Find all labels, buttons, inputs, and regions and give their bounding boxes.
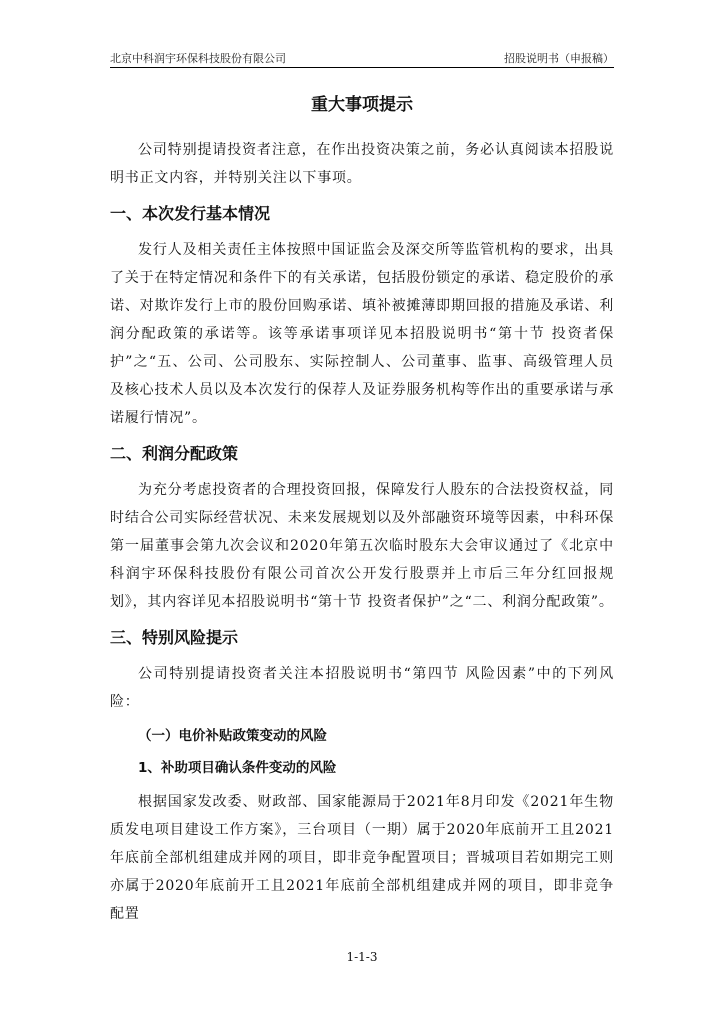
page-title: 重大事项提示 [311,95,413,115]
header-document-type: 招股说明书（申报稿） [504,52,614,65]
page-number: 1-1-3 [346,950,378,964]
section-heading-issuance: 一、本次发行基本情况 [110,204,271,223]
section-heading-risk: 三、特别风险提示 [110,628,239,647]
header-company-name: 北京中科润宇环保科技股份有限公司 [110,52,286,65]
subsection-heading-subsidy-risk: （一）电价补贴政策变动的风险 [138,728,327,744]
section-paragraph-issuance: 发行人及相关责任主体按照中国证监会及深交所等监管机构的要求，出具了关于在特定情况和条件下的有关承诺，包括股份锁定的承诺、稳定股价的承诺、对欺诈发行上市的股份回购承诺、填补被摊薄即期回报的措施及承诺、利润分配政策的承诺等。该等承诺事项详见本招股说明书“第十节 投资者保护”之“五、公司、公司股东、实际控制人、公司董事、监事、高级管理人员及核心技术人员以及本次发行的保荐人及证券服务机构等作出的重要承诺与承诺履行情况”。 [110,242,614,426]
page-header [110,50,614,68]
section-paragraph-risk: 公司特别提请投资者关注本招股说明书“第四节 风险因素”中的下列风险： [110,666,614,710]
intro-paragraph: 公司特别提请投资者注意，在作出投资决策之前，务必认真阅读本招股说明书正文内容，并特别关注以下事项。 [110,142,614,186]
section-paragraph-dividend: 为充分考虑投资者的合理投资回报，保障发行人股东的合法投资权益，同时结合公司实际经营状况、未来发展规划以及外部融资环境等因素，中科环保第一届董事会第九次会议和2020年第五次临时股东大会审议通过了《北京中科润宇环保科技股份有限公司首次公开发行股票并上市后三年分红回报规划》，其内容详见本招股说明书“第十节 投资者保护”之“二、利润分配政策”。 [110,482,614,610]
subsubsection-heading-project-confirmation: 1、补助项目确认条件变动的风险 [138,760,337,776]
page-body [110,92,614,928]
header-rule [110,67,614,68]
subsidy-risk-paragraph: 根据国家发改委、财政部、国家能源局于2021年8月印发《2021年生物质发电项目建设工作方案》，三台项目（一期）属于2020年底前开工且2021年底前全部机组建成并网的项目，即非竞争配置项目；晋城项目若如期完工则亦属于2020年底前开工且2021年底前全部机组建成并网的项目，即非竞争配置 [110,794,614,922]
section-heading-dividend: 二、利润分配政策 [110,444,239,463]
